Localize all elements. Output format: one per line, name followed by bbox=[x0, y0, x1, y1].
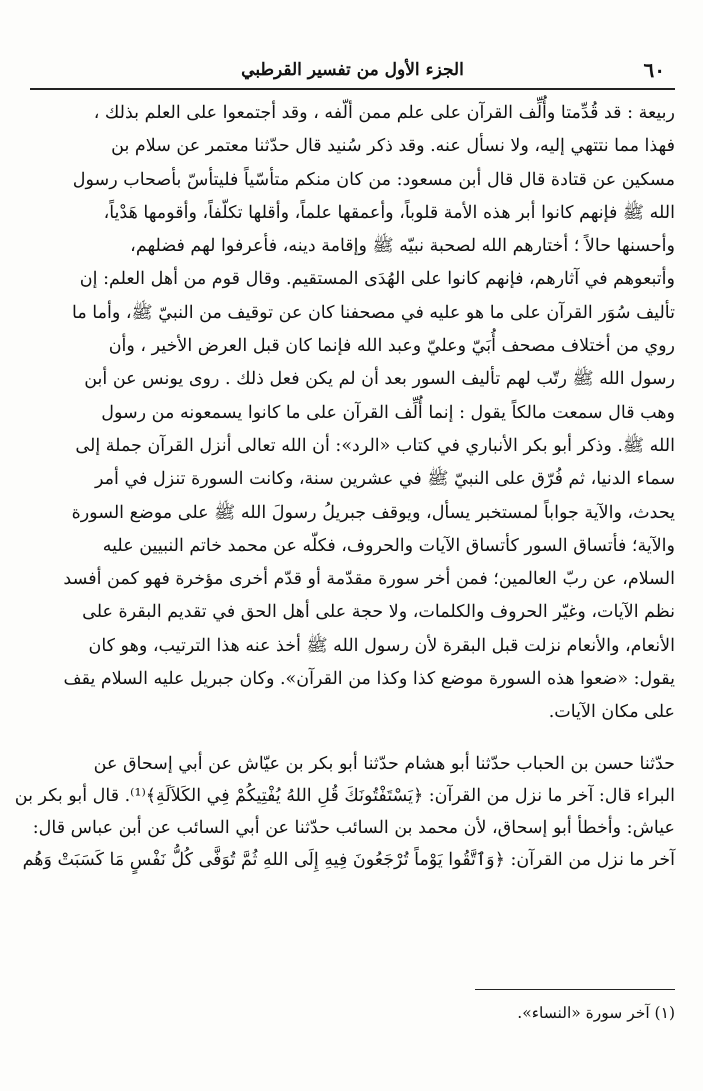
paragraph-2 bbox=[14, 748, 675, 876]
text-line: وأتبعوهم في آثارهم، فإنهم كانوا على الهُدَى المستقيم. وقال قوم من أهل العلم: إن bbox=[79, 269, 675, 290]
text-line: روي من أختلاف مصحف أُبَيّ وعليّ وعبد الله فإنما كان قبل العرض الأخير ، وأن bbox=[108, 336, 675, 357]
footnote: (١) آخر سورة «النساء». bbox=[517, 1004, 675, 1022]
header-rule bbox=[30, 88, 675, 90]
text-line: على مكان الآيات. bbox=[548, 702, 675, 723]
text-line: السلام، عن ربّ العالمين؛ فمن أخر سورة مقدّمة أو قدّم أخرى مؤخرة فهو كمن أفسد bbox=[63, 569, 675, 590]
text-line: يحدث، والآية جواباً لمستخبر يسأل، ويوقف جبريلُ رسولَ الله ﷺ على موضع السورة bbox=[71, 502, 675, 523]
page-header bbox=[30, 56, 675, 86]
text-line: يقول: «ضعوا هذه السورة موضع كذا وكذا من القرآن». وكان جبريل عليه السلام يقف bbox=[63, 669, 675, 690]
text-line: مسكين عن قتادة قال قال أبن مسعود: من كان منكم متأسّياً فليتأسّ بأصحاب رسول bbox=[72, 169, 675, 190]
text-line: عياش: وأخطأ أبو إسحاق، لأن محمد بن السائب حدّثنا عن أبي السائب عن أبن عباس قال: bbox=[32, 817, 675, 838]
text-line: البراء قال: آخر ما نزل من القرآن: ﴿يَسْتَفْتُونَكَ قُلِ اللهُ يُفْتِيكُمْ فِي الكَلاَلَةِ﴾⁽¹⁾. قال أبو بكر بن bbox=[14, 785, 675, 806]
text-line: وهب قال سمعت مالكاً يقول : إنما أُلِّف القرآن على ما كانوا يسمعونه من رسول bbox=[101, 402, 675, 423]
page-number: ٦٠ bbox=[643, 58, 665, 82]
text-line: وأحسنها حالاً ؛ أختارهم الله لصحبة نبيّه ﷺ وإقامة دينه، فأعرفوا لهم فضلهم، bbox=[130, 236, 675, 257]
body-text bbox=[14, 97, 675, 876]
text-line: والآية؛ فأتساق السور كأتساق الآيات والحروف، فكلّه عن محمد خاتم النبيين عليه bbox=[102, 535, 675, 556]
running-title: الجزء الأول من تفسير القرطبي bbox=[241, 60, 464, 80]
paragraph-1 bbox=[30, 97, 675, 730]
text-line: الأنعام، والأنعام نزلت قبل البقرة لأن رسول الله ﷺ أخذ عنه هذا الترتيب، وهو كان bbox=[88, 635, 675, 656]
text-line: ربيعة : قد قُدِّمتا وأُلِّف القرآن على علم ممن ألّفه ، وقد أجتمعوا على العلم بذلك ، bbox=[93, 103, 675, 123]
text-line: رسول الله ﷺ رتّب لهم تأليف السور بعد أن لم يكن فعل ذلك . روى يونس عن أبن bbox=[84, 369, 675, 390]
text-line: تأليف سُوَر القرآن على ما هو عليه في مصحفنا كان عن توقيف من النبيّ ﷺ، وأما ما bbox=[72, 302, 675, 323]
footnote-rule bbox=[475, 989, 675, 990]
text-line: سماء الدنيا، ثم فُرّق على النبيّ ﷺ في عشرين سنة، وكانت السورة تنزل في أمر bbox=[95, 469, 675, 490]
text-line: نظم الآيات، وغيّر الحروف والكلمات، ولا حجة على أهل الحق في تقديم البقرة على bbox=[82, 602, 675, 623]
text-line: الله ﷺ فإنهم كانوا أبر هذه الأمة قلوباً، وأعمقها علماً، وأقلها تكلّفاً، وأقومها هَدْياً، bbox=[103, 202, 675, 223]
text-line: حدّثنا حسن بن الحباب حدّثنا أبو هشام حدّثنا أبو بكر بن عيّاش عن أبي إسحاق عن bbox=[93, 753, 675, 774]
text-line: فهذا مما نتتهي إليه، ولا نسأل عنه. وقد ذكر سُنيد قال حدّثنا معتمر عن سلام بن bbox=[111, 136, 675, 157]
text-line: الله ﷺ. وذكر أبو بكر الأنباري في كتاب «الرد»: أن الله تعالى أنزل القرآن جملة إلى bbox=[75, 435, 675, 456]
text-line: آخر ما نزل من القرآن: ﴿وَٱتَّقُوا يَوْماً تُرْجَعُونَ فِيهِ إِلَى اللهِ ثُمَّ تُوَفَّى كُلُّ نَفْسٍ مَا كَسَبَتْ وَهُم bbox=[22, 849, 675, 870]
